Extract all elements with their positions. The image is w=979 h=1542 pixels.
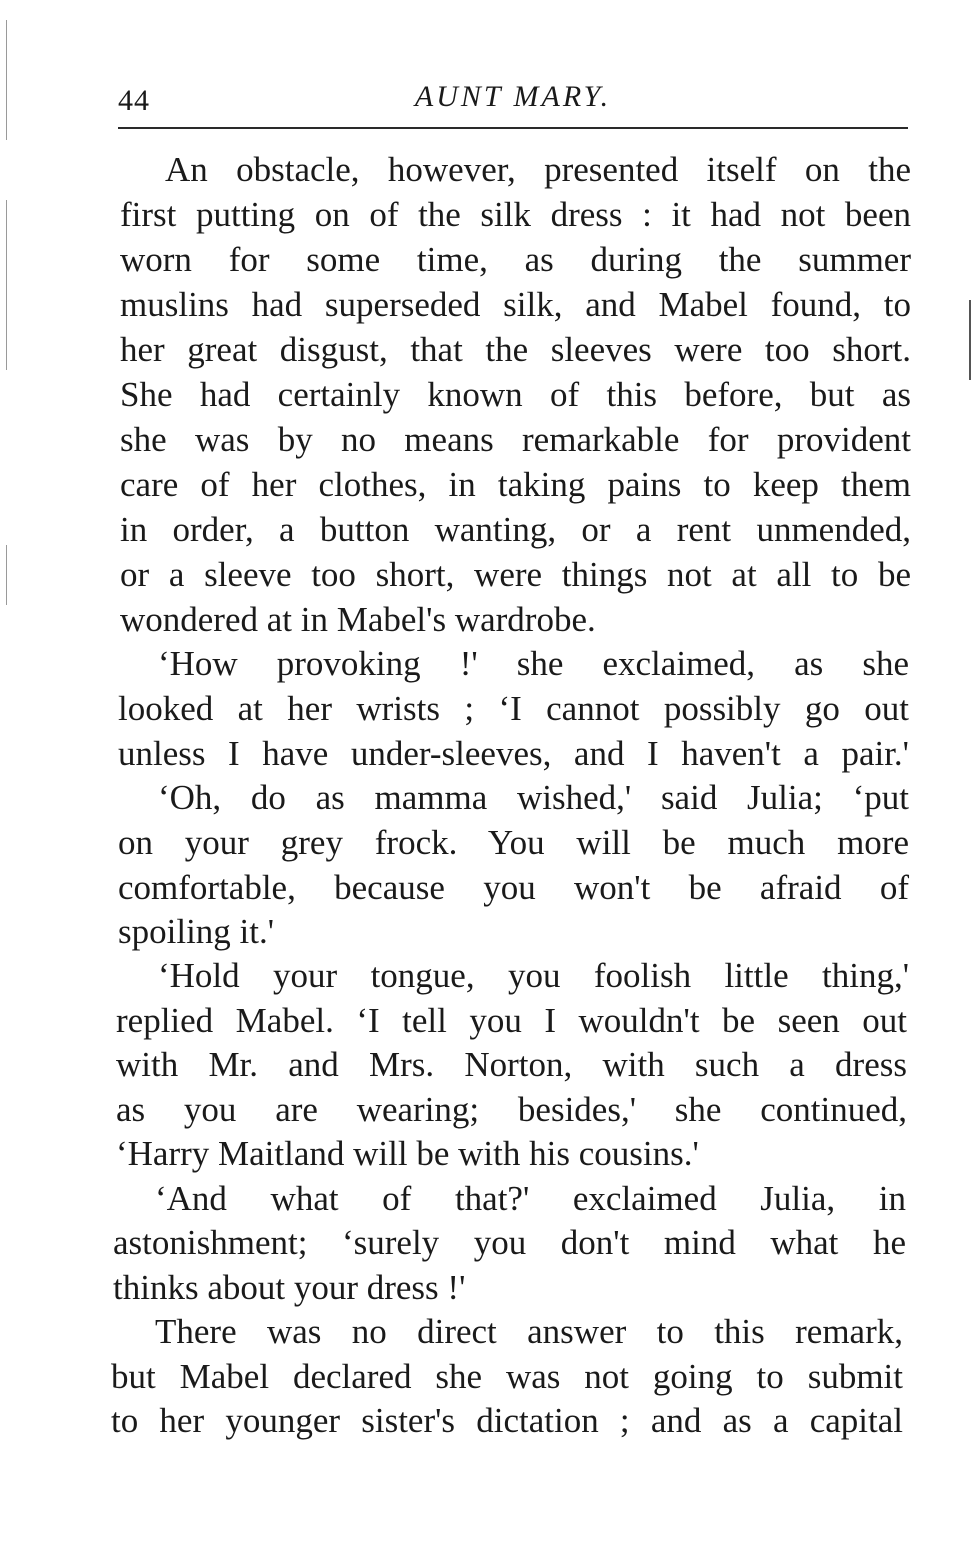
text-line: astonishment; ‘surely you don't mind what he bbox=[113, 1223, 906, 1262]
scan-edge-mark bbox=[6, 20, 7, 140]
text-line: with Mr. and Mrs. Norton, with such a dress bbox=[116, 1045, 907, 1084]
scan-edge-mark bbox=[969, 300, 971, 380]
text-line: ‘Hold your tongue, you foolish little thing,' bbox=[158, 956, 909, 995]
text-line: spoiling it.' bbox=[118, 912, 275, 951]
text-line: ‘And what of that?' exclaimed Julia, in bbox=[155, 1179, 906, 1218]
text-line: muslins had superseded silk, and Mabel found, to bbox=[120, 285, 911, 324]
text-line: in order, a button wanting, or a rent unmended, bbox=[120, 510, 911, 549]
text-line: An obstacle, however, presented itself on the bbox=[165, 150, 911, 189]
text-line: comfortable, because you won't be afraid of bbox=[118, 868, 909, 907]
text-line: she was by no means remarkable for provident bbox=[120, 420, 911, 459]
text-line: as you are wearing; besides,' she continued, bbox=[116, 1090, 907, 1129]
text-line: on your grey frock. You will be much more bbox=[118, 823, 909, 862]
text-line: her great disgust, that the sleeves were too short. bbox=[120, 330, 911, 369]
text-line: but Mabel declared she was not going to submit bbox=[111, 1357, 903, 1396]
text-line: or a sleeve too short, were things not at all to be bbox=[120, 555, 911, 594]
text-line: first putting on of the silk dress : it had not been bbox=[120, 195, 911, 234]
text-line: unless I have under-sleeves, and I haven't a pair.' bbox=[118, 734, 909, 773]
text-line: replied Mabel. ‘I tell you I wouldn't be seen out bbox=[116, 1001, 907, 1040]
text-line: ‘Harry Maitland will be with his cousins.' bbox=[116, 1134, 699, 1173]
scan-edge-mark bbox=[6, 545, 7, 605]
text-line: worn for some time, as during the summer bbox=[120, 240, 911, 279]
text-line: to her younger sister's dictation ; and as a capital bbox=[111, 1401, 903, 1440]
text-line: thinks about your dress !' bbox=[113, 1268, 466, 1307]
text-line: ‘Oh, do as mamma wished,' said Julia; ‘put bbox=[158, 778, 909, 817]
text-line: wondered at in Mabel's wardrobe. bbox=[120, 600, 596, 639]
header-rule bbox=[118, 127, 908, 129]
page-number: 44 bbox=[118, 84, 150, 117]
scan-edge-mark bbox=[6, 200, 7, 370]
text-line: looked at her wrists ; ‘I cannot possibly go out bbox=[118, 689, 909, 728]
text-line: care of her clothes, in taking pains to keep them bbox=[120, 465, 911, 504]
text-line: There was no direct answer to this remark, bbox=[155, 1312, 903, 1351]
text-line: She had certainly known of this before, but as bbox=[120, 375, 911, 414]
running-title: AUNT MARY. bbox=[414, 80, 612, 113]
text-line: ‘How provoking !' she exclaimed, as she bbox=[158, 644, 909, 683]
page-header bbox=[118, 74, 908, 124]
